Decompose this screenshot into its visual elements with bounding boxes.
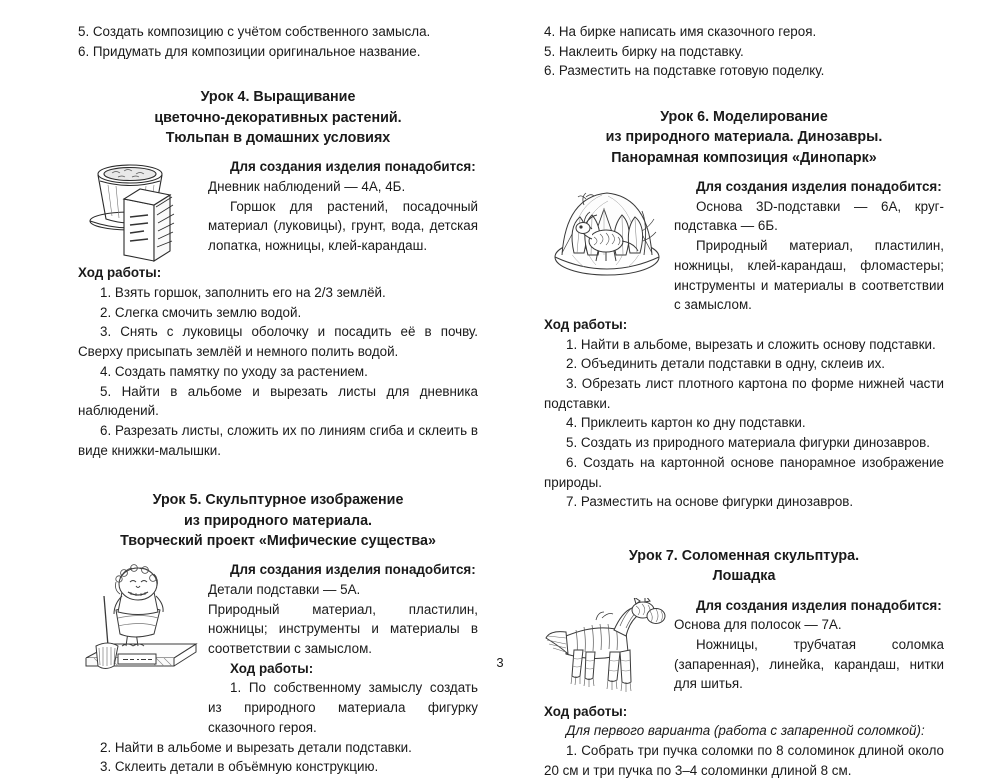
lesson7-variant-note: Для первого варианта (работа с запаренной соломкой): <box>566 723 925 739</box>
lesson4-figure-block <box>78 157 478 263</box>
lesson6-title <box>544 107 944 168</box>
lesson7-title <box>544 546 944 587</box>
lesson7-steps-heading: Ход работы: <box>544 703 628 719</box>
right-top-step-5: 5. Наклеить бирку на подставку. <box>544 43 744 59</box>
lesson5-title <box>78 490 478 551</box>
lesson7-materials-line-2: Ножницы, трубчатая соломка (запаренная), линейка, карандаш, нитки для шитья. <box>674 636 944 692</box>
lesson4-materials-line-1: Дневник наблюдений — 4А, 4Б. <box>208 179 406 194</box>
lesson5-figure-block <box>78 560 478 737</box>
lesson4-materials-heading: Для создания изделия понадобится: <box>230 159 476 175</box>
lesson5-materials-heading: Для создания изделия понадобится: <box>230 562 476 578</box>
lesson6-step-2: 2. Объединить детали подставки в одну, склеив их. <box>566 356 885 372</box>
lesson5-title-line-3: Творческий проект «Мифические существа» <box>120 532 436 549</box>
lesson7-materials <box>674 596 944 695</box>
left-top-step-6: 6. Придумать для композиции оригинальное название. <box>78 43 421 59</box>
lesson4-title-line-2: цветочно-декоративных растений. <box>154 109 402 126</box>
dinosaur-panorama-icon <box>544 179 670 283</box>
lesson6-step-4: 4. Приклеить картон ко дну подставки. <box>566 415 806 431</box>
baba-yaga-figurine-icon <box>78 562 204 666</box>
lesson5-materials-line-2: Природный материал, пластилин, ножницы; инструменты и материалы в соответствии с замыслом. <box>208 601 478 657</box>
page-number: 3 <box>496 655 504 670</box>
lesson4-title-line-3: Тюльпан в домашних условиях <box>165 130 391 146</box>
lesson4-materials-line-2: Горшок для растений, посадочный материал (луковицы), грунт, вода, детская лопатка, ножницы, клей-карандаш. <box>208 198 478 254</box>
lesson4-step-3: 3. Снять с луковицы оболочку и посадить её в почву. Сверху присыпать землёй и немного полить водой. <box>78 324 478 360</box>
lesson7-materials-line-1: Основа для полосок — 7А. <box>674 617 842 633</box>
lesson4-step-5: 5. Найти в альбоме и вырезать листы для дневника наблюдений. <box>78 383 478 419</box>
lesson4-step-4: 4. Создать памятку по уходу за растением. <box>100 363 368 379</box>
lesson4-step-1: 1. Взять горшок, заполнить его на 2/3 землёй. <box>100 285 386 300</box>
lesson6-title-line-3: Панорамная композиция «Динопарк» <box>611 149 877 166</box>
lesson4-title-line-1: Урок 4. Выращивание <box>200 89 356 106</box>
lesson5-materials <box>208 560 478 737</box>
lesson5-steps-heading: Ход работы: <box>230 660 314 676</box>
lesson6-step-3: 3. Обрезать лист плотного картона по форме нижней части подставки. <box>544 376 944 411</box>
lesson6-steps-heading: Ход работы: <box>544 316 628 332</box>
lesson5-step-2: 2. Найти в альбоме и вырезать детали подставки. <box>100 739 412 755</box>
lesson6-step-5: 5. Создать из природного материала фигурки динозавров. <box>566 435 931 451</box>
lesson4-step-6: 6. Разрезать листы, сложить их по линиям сгиба и склеить в виде книжки-малышки. <box>78 422 478 458</box>
lesson6-materials-line-2: Природный материал, пластилин, ножницы, клей-карандаш, фломастеры; инструменты и материалы в соответствии с замыслом. <box>674 238 944 313</box>
right-top-step-6: 6. Разместить на подставке готовую поделку. <box>544 63 825 79</box>
straw-horse-icon <box>544 598 670 702</box>
lesson7-figure-block <box>544 596 944 702</box>
left-top-step-5: 5. Создать композицию с учётом собственного замысла. <box>78 24 431 39</box>
lesson7-step-1: 1. Собрать три пучка соломки по 8 соломинок длиной около 20 см и три пучка по 3–4 соломинки длиной 8 см. <box>544 742 944 778</box>
lesson5-title-line-1: Урок 5. Скульптурное изображение <box>152 492 404 509</box>
lesson7-materials-heading: Для создания изделия понадобится: <box>696 597 942 613</box>
lesson6-materials <box>674 177 944 315</box>
lesson4-steps-heading: Ход работы: <box>78 265 162 281</box>
flowerpot-and-notebook-icon <box>78 159 204 263</box>
lesson7-title-line-1: Урок 7. Соломенная скульптура. <box>628 547 860 564</box>
lesson7-title-line-2: Лошадка <box>712 568 776 585</box>
lesson4-step-2: 2. Слегка смочить землю водой. <box>100 304 302 320</box>
lesson6-materials-heading: Для создания изделия понадобится: <box>696 179 942 194</box>
lesson6-figure-block <box>544 177 944 315</box>
lesson5-step-1: 1. По собственному замыслу создать из природного материала фигурку сказочного героя. <box>208 680 478 735</box>
lesson6-step-7: 7. Разместить на основе фигурки динозавров. <box>566 494 854 510</box>
lesson6-step-1: 1. Найти в альбоме, вырезать и сложить основу подставки. <box>566 336 936 352</box>
lesson4-title <box>78 87 478 148</box>
lesson6-title-line-1: Урок 6. Моделирование <box>660 109 828 126</box>
lesson4-materials <box>208 157 478 256</box>
lesson6-title-line-2: из природного материала. Динозавры. <box>605 129 883 146</box>
right-top-step-4: 4. На бирке написать имя сказочного героя. <box>544 24 817 39</box>
lesson5-materials-line-1: Детали подставки — 5А. <box>208 581 361 597</box>
lesson6-step-6: 6. Создать на картонной основе панорамное изображение природы. <box>544 454 944 490</box>
lesson5-step-3: 3. Склеить детали в объёмную конструкцию. <box>100 759 379 775</box>
lesson6-materials-line-1: Основа 3D-подставки — 6А, круг-подставка — 6Б. <box>674 198 944 234</box>
lesson5-title-line-2: из природного материала. <box>184 512 372 529</box>
